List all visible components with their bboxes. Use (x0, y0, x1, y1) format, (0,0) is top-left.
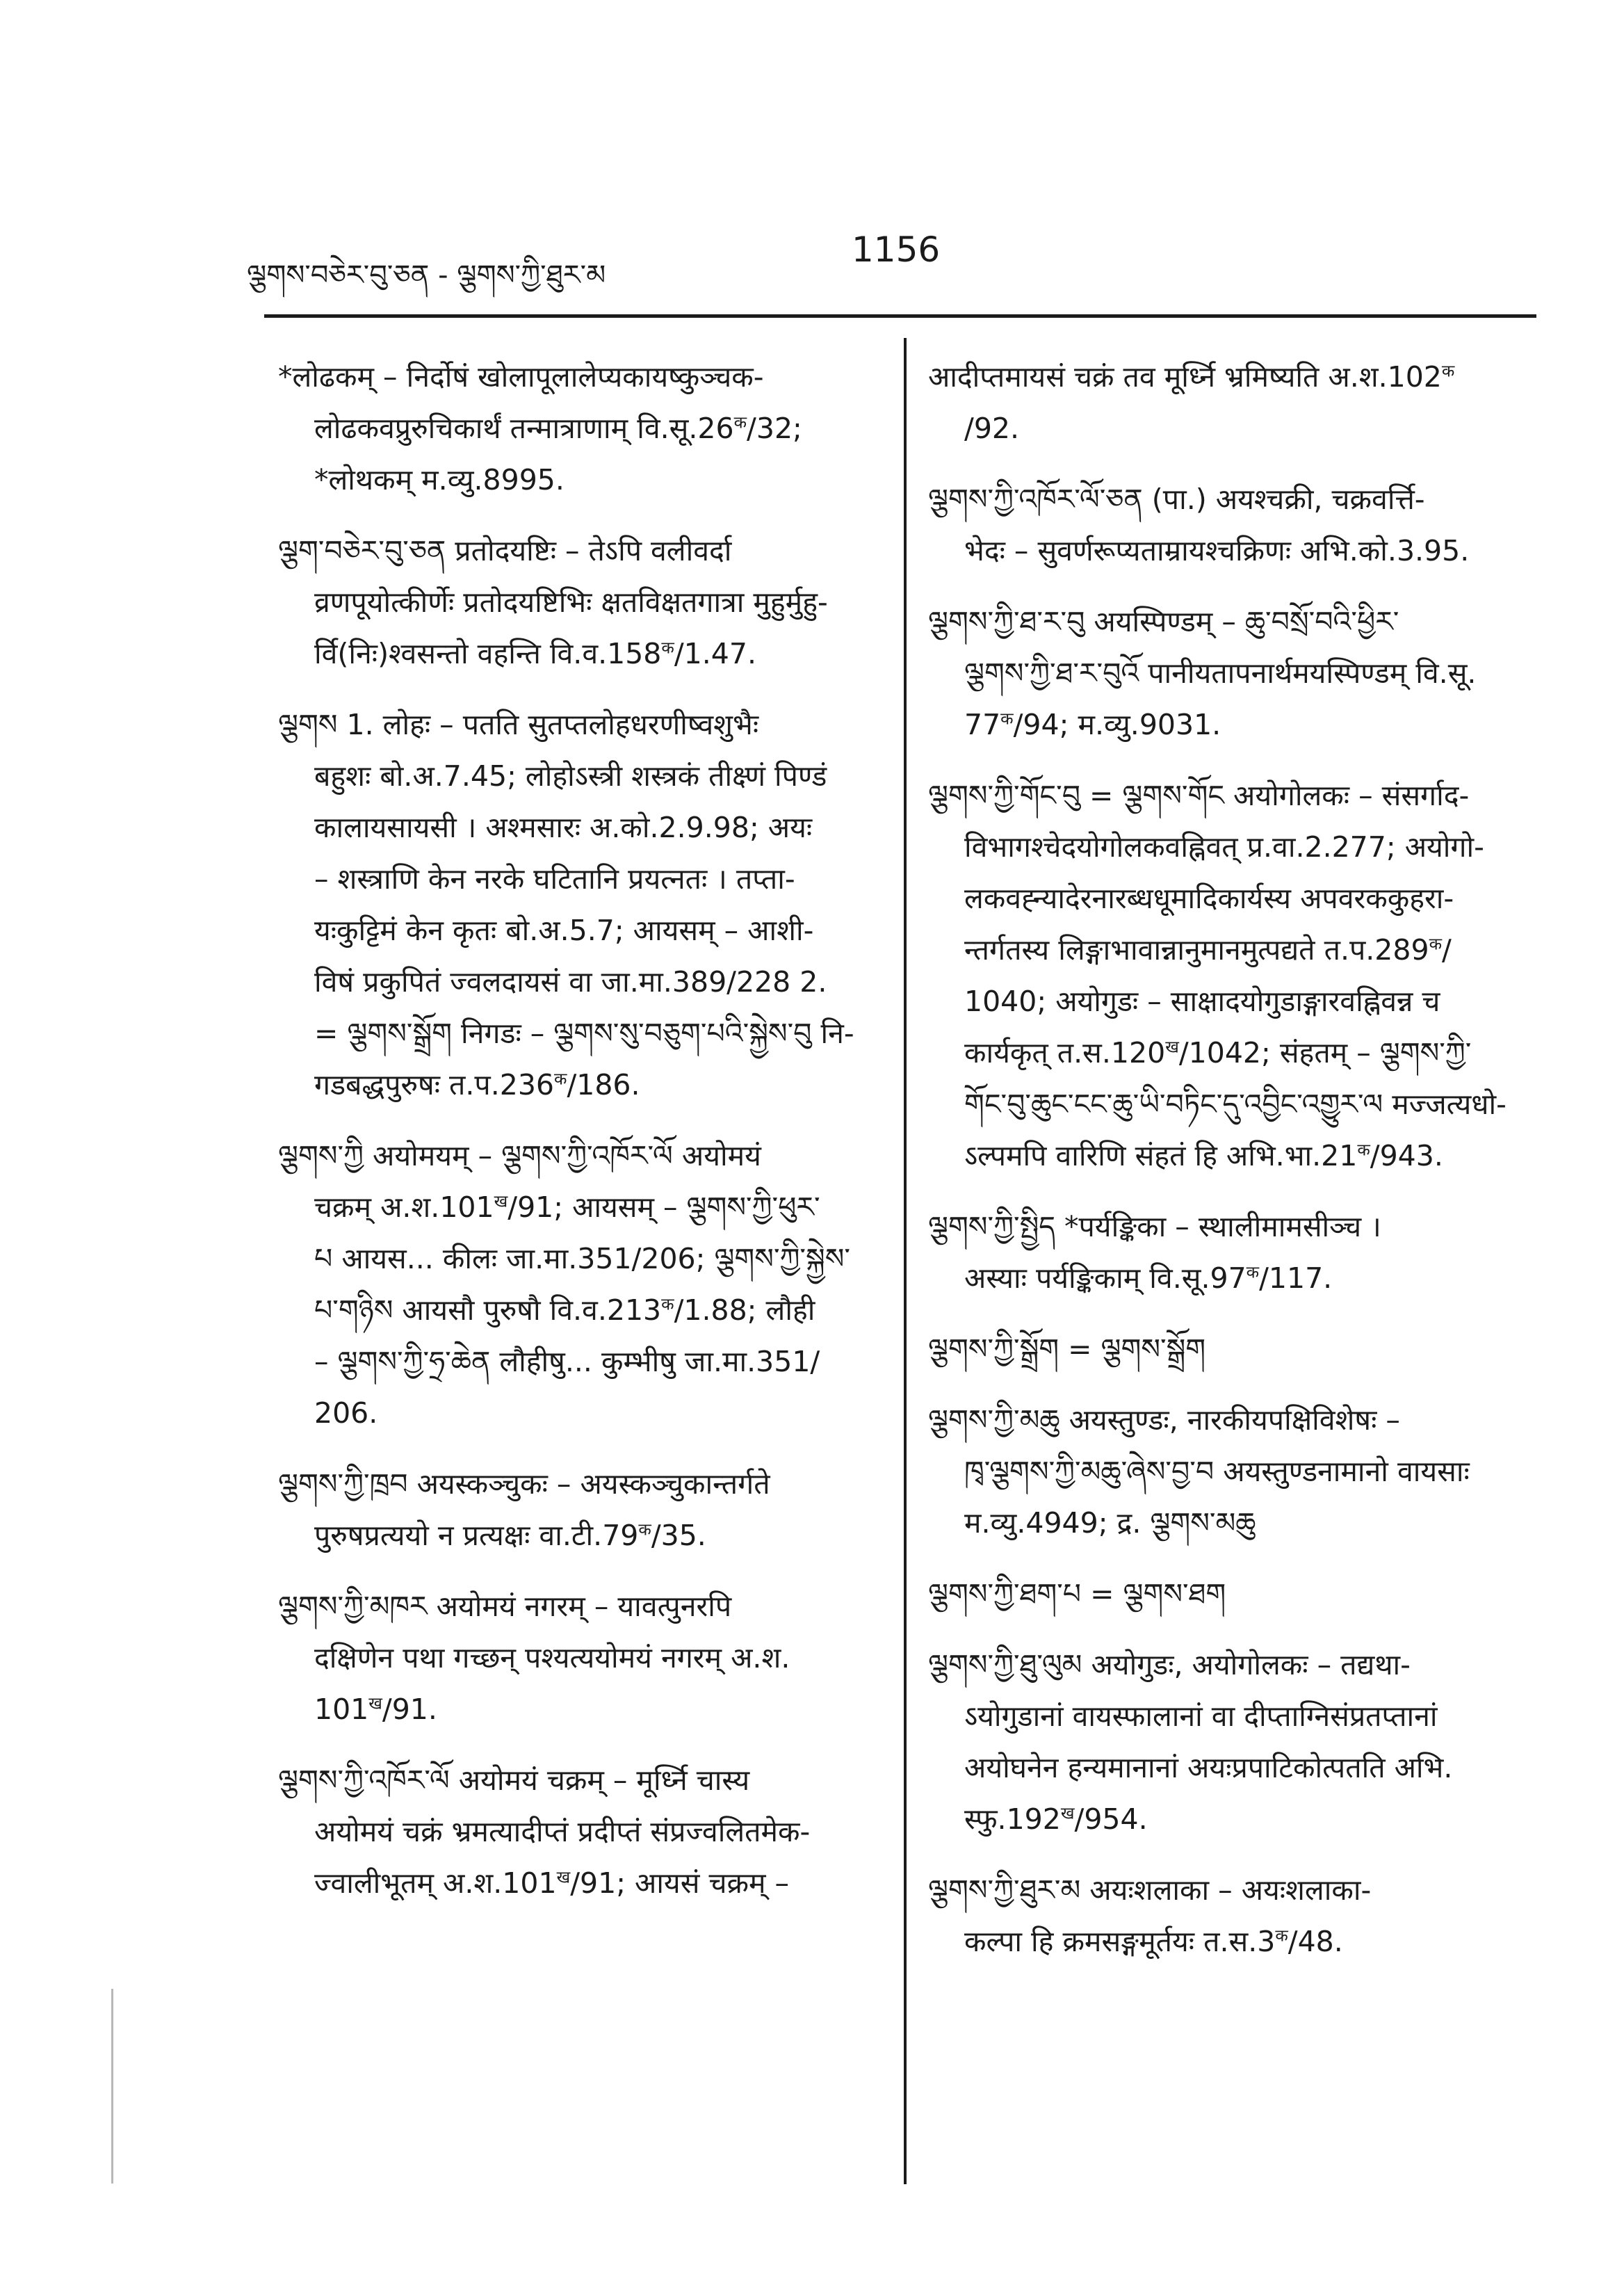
entry-line: – ལྕགས་ཀྱི་ཧྲ་ཆེན लौहीषु... कुम्भीषु जा.मा.351/ (314, 1345, 820, 1378)
entry-line: ལྕགས་ཀྱི་ཐ་ར་བུའོ पानीयतापनार्थमयस्पिण्डम् वि.सू. (964, 656, 1477, 690)
dictionary-entry (928, 1864, 1526, 1967)
entry-line: र्वि(निः)श्वसन्तो वहन्ति $वि.व.158^क/1.47$. (314, 637, 756, 670)
entry-line: $स्फु.192^ख/954$. (964, 1802, 1148, 1836)
dictionary-entry (928, 596, 1526, 750)
entry-line: लकवह्न्यादेरनारब्धधूमादिकार्यस्य अपवरककुहरा- (964, 882, 1454, 915)
entry-line: कालायसायसी । अश्मसारः अ.को.2.9.98; अयः (314, 811, 813, 844)
entry-line: लोढकवप्रुरुचिकार्थं तन्मात्राणाम् $वि.सू.26^क/32$; (314, 412, 802, 445)
left-column (278, 351, 876, 1928)
entry-line: यःकुट्टिमं केन कृतः बो.अ.5.7; आयसम् – आशी- (314, 914, 814, 947)
entry-line: ज्वालीभूतम् $अ.श.101^ख/91$; आयसं चक्रम् – (314, 1866, 790, 1900)
entry-line: ཁྭ་ལྕགས་ཀྱི་མཆུ་ཞེས་བྱ་བ अयस्तुण्डनामानो वायसाः (964, 1455, 1470, 1488)
entry-headline: ལྕགས་ཀྱི अयोमयम् – ལྕགས་ཀྱི་འཁོར་ལོ अयोमयं (278, 1139, 761, 1172)
dictionary-entry (278, 525, 876, 679)
entry-line: अस्याः पर्यङ्किकाम् $वि.सू.97^क/117$. (964, 1261, 1333, 1295)
entry-line: $101^ख/91$. (314, 1693, 437, 1726)
dictionary-entry (278, 699, 876, 1111)
entry-line: पुरुषप्रत्ययो न प्रत्यक्षः $वा.टी.79^क/35$. (314, 1519, 706, 1552)
entry-headline: ལྕགས 1. लोहः – पतति सुतप्तलोहधरणीष्वशुभैः (278, 708, 759, 741)
entry-line: विषं प्रकुपितं ज्वलदायसं वा जा.मा.389/228 2. (314, 965, 827, 999)
entry-headline: ལྕགས་ཀྱི་ཐུ་ལུམ अयोगुडः, अयोगोलकः – तद्यथा- (928, 1648, 1411, 1681)
entry-line: अयोघनेन हन्यमानानां अयःप्रपाटिकोत्पतति अभि. (964, 1751, 1453, 1784)
entry-line: दक्षिणेन पथा गच्छन् पश्यत्ययोमयं नगरम् अ.श. (314, 1641, 790, 1674)
entry-line: म.व्यु.4949; द्र. ལྕགས་མཆུ (964, 1506, 1256, 1540)
entry-line: 1040; अयोगुडः – साक्षादयोगुडाङ्गारवह्निवन्न च (964, 985, 1440, 1018)
entry-line: विभागश्चेदयोगोलकवह्निवत् प्र.वा.2.277; अयोगो- (964, 830, 1484, 864)
entry-headline: ལྕགས་ཀྱི་འཁོར་ལོ་ཅན (पा.) अयश्चक्री, चक्रवर्त्ति- (928, 483, 1425, 516)
dictionary-entry (278, 351, 876, 506)
entry-line: व्रणपूयोत्कीर्णेः प्रतोदयष्टिभिः क्षतविक्षतगात्रा मुहुर्मुहु- (314, 586, 828, 619)
entry-line: बहुशः बो.अ.7.45; लोहोऽस्त्री शस्त्रकं तीक्ष्णं पिण्डं (314, 759, 827, 793)
entry-line: /92. (964, 412, 1020, 445)
entry-line: – शस्त्राणि केन नरके घटितानि प्रयत्नतः । तप्ता- (314, 862, 795, 896)
entry-line: चक्रम् $अ.श.101^ख/91$; आयसम् – ལྕགས་ཀྱི་ཕུར་ (314, 1191, 820, 1224)
entry-line: कार्यकृत् $त.स.120^ख/1042$; संहतम् – ལྕགས་ཀྱི་ (964, 1036, 1472, 1070)
entry-line: ऽयोगुडानां वायस्फालानां वा दीप्ताग्निसंप्रतप्तानां (964, 1700, 1438, 1733)
entry-headline: ལྕགས་ཀྱི་ཐག་པ = ལྕགས་ཐག (928, 1577, 1226, 1611)
entry-line: པ आयस... कीलः जा.मा.351/206; ལྕགས་ཀྱི་སྐྱེས་ (314, 1242, 851, 1275)
dictionary-entry (928, 1323, 1526, 1375)
dictionary-entry (928, 1568, 1526, 1620)
entry-line: གོང་བུ་ཆུང་ངང་ཆུ་ཡི་བཏིང་དུ་འབྱིང་འགྱུར་ལ मज्जत्यधो- (964, 1088, 1507, 1121)
entry-line: कल्पा हि क्रमसङ्गमूर्तयः $त.स.3^क/48$. (964, 1925, 1343, 1958)
dictionary-entry (928, 1201, 1526, 1304)
dictionary-entry (928, 1639, 1526, 1845)
header-rule (264, 314, 1536, 318)
entry-headline: ལྕགས་ཀྱི་ཁྲབ अयस्कञ्चुकः – अयस्कञ्चुकान्तर्गते (278, 1467, 770, 1501)
dictionary-entry (928, 1394, 1526, 1549)
entry-headline: आदीप्तमायसं चक्रं तव मूर्ध्नि भ्रमिष्यति $अ.श.102^क$ (928, 360, 1455, 394)
entry-line: अयोमयं चक्रं भ्रमत्यादीप्तं प्रदीप्तं संप्रज्वलितमेक- (314, 1815, 811, 1848)
column-divider (904, 338, 907, 2184)
page-number: 1156 (852, 229, 941, 270)
entry-headline: ལྕགས་ཀྱི་མཁར अयोमयं नगरम् – यावत्पुनरपि (278, 1590, 732, 1623)
entry-line: गडबद्धपुरुषः $त.प.236^क/186$. (314, 1068, 640, 1101)
dictionary-entry (278, 1458, 876, 1561)
entry-line: = ལྕགས་སྒྲོག निगडः – ལྕགས་སུ་བཅུག་པའི་སྐྱེས་བུ नि- (314, 1017, 854, 1050)
entry-line: ऽल्पमपि वारिणि संहतं हि $अभि.भा.21^क/943$. (964, 1139, 1443, 1172)
entry-headline: ལྕག་བཅེར་བུ་ཅན प्रतोदयष्टिः – तेऽपि वलीवर्दा (278, 534, 732, 567)
dictionary-entry (278, 1581, 876, 1735)
entry-headline: ལྕགས་ཀྱི་ཐུར་མ अयःशलाका – अयःशलाका- (928, 1873, 1372, 1907)
entry-headline: ལྕགས་ཀྱི་སྒྲོག = ལྕགས་སྒྲོག (928, 1332, 1206, 1366)
dictionary-entry (278, 1130, 876, 1439)
entry-headline: ལྕགས་ཀྱི་གོང་བུ = ལྕགས་གོང अयोगोलकः – संसर्गाद- (928, 779, 1470, 812)
entry-line: $77^क/94$; म.व्यु.9031. (964, 708, 1221, 741)
entry-line: *लोथकम् म.व्यु.8995. (314, 463, 565, 497)
entry-line: པ་གཉིས आयसौ पुरुषौ $वि.व.213^क/1.88$; लौही (314, 1293, 815, 1327)
entry-line: न्तर्गतस्य लिङ्गाभावान्नानुमानमुत्पद्यते $त.प.289^क/$ (964, 933, 1452, 967)
entry-headline: ལྕགས་ཀྱི་སྤྱིད *पर्यङ्किका – स्थालीमामसीञ्च । (928, 1210, 1381, 1243)
entry-headline: *लोढकम् – निर्दोषं खोलापूलालेप्यकायष्कुञ्चक- (278, 360, 764, 394)
dictionary-entry (278, 1754, 876, 1909)
entry-line: भेदः – सुवर्णरूप्यताम्रायश्चक्रिणः अभि.को.3.95. (964, 534, 1470, 567)
page-header (247, 229, 1534, 292)
dictionary-entry (928, 351, 1526, 454)
entry-headline: ལྕགས་ཀྱི་མཆུ अयस्तुण्डः, नारकीयपक्षिविशेषः – (928, 1403, 1400, 1437)
dictionary-entry (928, 770, 1526, 1181)
right-column (928, 351, 1526, 1987)
scan-artifact (111, 1989, 113, 2184)
running-head: ལྕགས་བཅེར་བུ་ཅན - ལྕགས་ཀྱི་ཐུར་མ (247, 259, 606, 291)
entry-line: 206. (314, 1396, 378, 1430)
dictionary-entry (928, 474, 1526, 576)
entry-headline: ལྕགས་ཀྱི་ཐ་ར་བུ अयस्पिण्डम् – ཆུ་བསྲོ་བའི་ཕྱིར་ (928, 605, 1399, 638)
entry-headline: ལྕགས་ཀྱི་འཁོར་ལོ अयोमयं चक्रम् – मूर्ध्नि चास्य (278, 1764, 750, 1797)
